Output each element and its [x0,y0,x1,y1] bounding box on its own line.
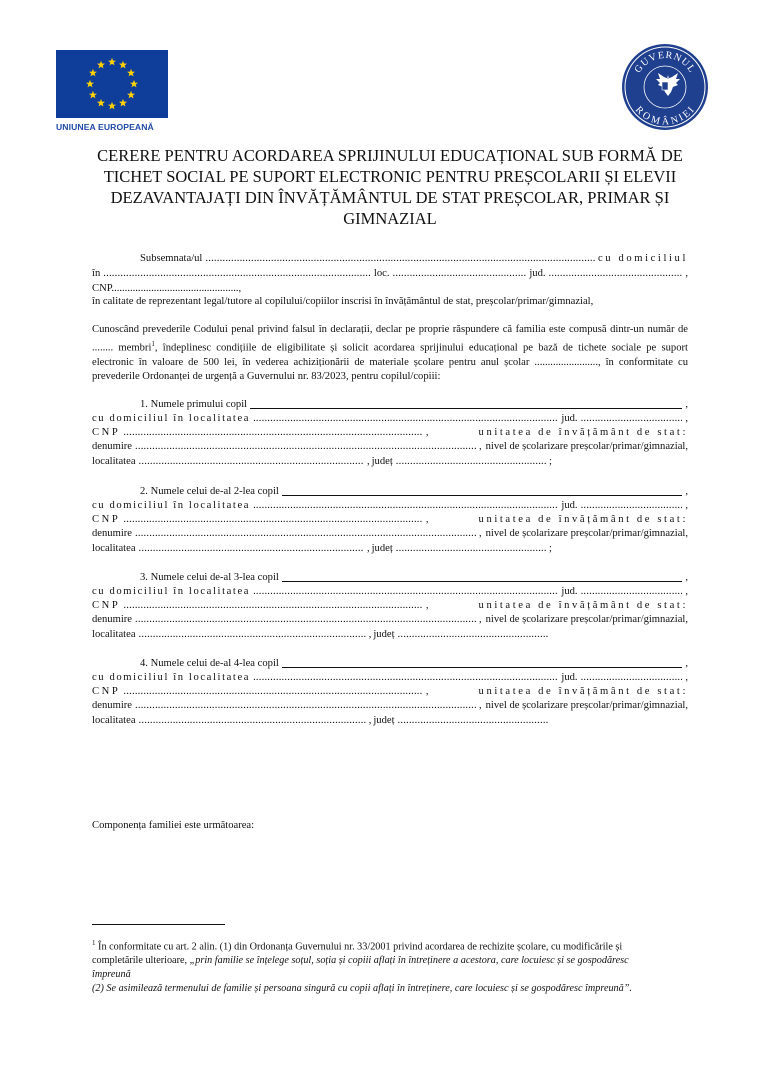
child-name-row: 4. Numele celui de-al 4-lea copil , [92,656,688,671]
domicile-label: cu domiciliul în localitatea [92,672,251,683]
child-locality-field[interactable] [253,411,558,426]
child-cnp-row: CNP ..... , unitatea de învățământ de stat: [92,684,688,699]
judet-label: județ [373,629,395,640]
child-domicile-row: cu domiciliul în localitatea ..... jud. ..... , [92,584,688,599]
row-end: ; [549,543,552,554]
child-county-field[interactable] [581,670,683,685]
localitatea-label: localitatea [92,629,136,640]
school-label: unitatea de învățământ de stat: [478,600,688,611]
domicile-label: cu domiciliul în localitatea [92,413,251,424]
child-name-label: 4. Numele celui de-al 4-lea copil [140,658,279,669]
form-title [70,145,710,229]
school-label: unitatea de învățământ de stat: [478,514,688,525]
address-field[interactable] [103,266,371,281]
applicant-address-row: în ..... loc. ..... jud. ..... , [92,266,688,281]
row-end: ; [549,456,552,467]
eu-star-icon [97,61,105,69]
title-line: CERERE PENTRU ACORDAREA SPRIJINULUI EDUCAȚIONAL SUB FORMĂ DE [97,146,683,165]
child-name-row: 2. Numele celui de-al 2-lea copil , [92,484,688,499]
eu-star-icon [108,102,116,110]
child-school-row: denumire ..... , nivel de școlarizare preșcolar/primar/gimnazial, [92,439,688,454]
level-label: nivel de școlarizare preșcolar/primar/gimnazial, [485,614,688,625]
eu-star-icon [89,91,97,99]
child-school-county-field[interactable] [396,541,546,556]
eu-flag-icon [56,50,168,118]
child-name-label: 2. Numele celui de-al 2-lea copil [140,486,279,497]
child-school-row: denumire ..... , nivel de școlarizare preșcolar/primar/gimnazial, [92,526,688,541]
child-domicile-row: cu domiciliul în localitatea ..... jud. ..... , [92,498,688,513]
child-school-locality-field[interactable] [139,541,364,556]
child-cnp-field[interactable] [123,684,422,699]
denumire-label: denumire [92,441,133,452]
child-school-county-field[interactable] [398,713,549,728]
child-cnp-row: CNP ..... , unitatea de învățământ de stat: [92,512,688,527]
denumire-label: denumire [92,614,133,625]
child-name-row: 1. Numele primului copil , [92,397,688,412]
jud-label: jud. [529,268,546,279]
child-school-name-field[interactable] [135,439,476,454]
eu-star-icon [119,99,127,107]
child-school-name-field[interactable] [135,612,476,627]
child-school-county-field[interactable] [398,627,549,642]
jud-label: jud. [561,500,578,511]
child-name-label: 3. Numele celui de-al 3-lea copil [140,572,279,583]
denumire-label: denumire [92,700,133,711]
child-cnp-field[interactable] [123,425,422,440]
child-cnp-field[interactable] [123,512,422,527]
cnp-label: CNP [92,686,121,697]
child-locality-field[interactable] [253,584,558,599]
applicant-cnp-field[interactable]: CNP................................................, [92,283,242,294]
child-county-field[interactable] [581,584,683,599]
child-domicile-row: cu domiciliul în localitatea ..... jud. ..... , [92,670,688,685]
loc-label: loc. [373,268,390,279]
level-label: nivel de școlarizare preșcolar/primar/gimnazial, [485,528,688,539]
school-label: unitatea de învățământ de stat: [478,427,688,438]
judet-label: județ [371,456,393,467]
level-label: nivel de școlarizare preșcolar/primar/gimnazial, [485,700,688,711]
cnp-label: CNP [92,600,121,611]
seal-bottom-text: ROMÂNIEI [632,104,698,128]
eu-star-icon [89,69,97,77]
level-label: nivel de școlarizare preșcolar/primar/gimnazial, [485,441,688,452]
domicile-label: cu domiciliul în localitatea [92,500,251,511]
eu-star-icon [86,80,94,88]
representative-statement: în calitate de reprezentant legal/tutore al copilului/copiilor inscrisi în învățământul de stat, preșcolar/primar/gimnazial, [92,296,594,307]
in-label: în [92,268,101,279]
localitatea-label: localitatea [92,456,136,467]
child-school-row: denumire ..... , nivel de școlarizare preșcolar/primar/gimnazial, [92,698,688,713]
child-name-row: 3. Numele celui de-al 3-lea copil , [92,570,688,585]
footnote-divider [92,924,225,925]
family-composition-label: Componența familiei este următoarea: [92,820,255,831]
applicant-name-field[interactable] [205,251,595,266]
child-name-field[interactable] [250,408,682,409]
subsemnata-label: Subsemnata/ul [140,253,203,264]
school-label: unitatea de învățământ de stat: [478,686,688,697]
child-cnp-field[interactable] [123,598,422,613]
eu-star-icon [119,61,127,69]
child-school-name-field[interactable] [135,698,476,713]
title-line: GIMNAZIAL [343,209,437,228]
child-locality-row: localitatea ..... , județ ..... ; [92,541,552,556]
eu-star-icon [127,91,135,99]
domicile-label: cu domiciliul în localitatea [92,586,251,597]
footnote: $^1$ În conformitate cu art. 2 alin. (1) din Ordonanța Guvernului nr. 33/2001 privind acordarea de rechizite școlare, cu modificările și completările ulterioare, „prin familie se înțelege soțul, soția și copiii aflați în întreținere a acestora, care locuiesc și se gospodăresc împreună (2) Se asimilează termenului de familie și persoana singură cu copii aflați în întreținere, care locuiesc și se gospodăresc împreună”. [92,939,632,995]
eu-star-icon [97,99,105,107]
denumire-label: denumire [92,528,133,539]
child-locality-field[interactable] [253,670,558,685]
child-name-label: 1. Numele primului copil [140,399,248,410]
child-locality-row: localitatea ..... , județ ..... [92,627,552,642]
child-locality-row: localitatea ..... , județ ..... ; [92,454,552,469]
judet-label: județ [373,715,395,726]
jud-label: jud. [561,413,578,424]
jud-label: jud. [561,672,578,683]
child-name-field[interactable] [282,581,683,582]
romanian-government-seal-icon [620,42,710,132]
eu-star-icon [130,80,138,88]
child-school-locality-field[interactable] [139,713,366,728]
localitatea-label: localitatea [92,715,136,726]
child-cnp-row: CNP ..... , unitatea de învățământ de stat: [92,425,688,440]
applicant-name-row [92,251,688,266]
seal-top-text: GUVERNUL [632,49,698,76]
eu-star-icon [108,58,116,66]
child-name-field[interactable] [282,667,683,668]
declaration-paragraph: Cunoscând prevederile Codului penal privind falsul în declarații, declar pe proprie răspundere că familia este compusă dintr-un număr de ........ membri$^1$, îndeplinesc condițiile de eligibilitate și solicit acordarea sprijinului educațional pe bază de tichete sociale pe suport electronic în valoare de 500 lei, în vederea achiziționării de materiale școlare pentru anul școlar ........................, în conformitate cu prevederile Ordonanței de urgență a Guvernului nr. 83/2023, pentru copilul/copiii: [92,324,688,382]
child-cnp-row: CNP ..... , unitatea de învățământ de stat: [92,598,688,613]
child-school-row: denumire ..... , nivel de școlarizare preșcolar/primar/gimnazial, [92,612,688,627]
cnp-label: CNP [92,514,121,525]
child-school-name-field[interactable] [135,526,476,541]
eu-star-icon [127,69,135,77]
locality-field[interactable] [393,266,527,281]
jud-label: jud. [561,586,578,597]
child-school-locality-field[interactable] [139,454,364,469]
child-county-field[interactable] [581,411,683,426]
county-field[interactable] [549,266,683,281]
footnote-ref: 1 [151,340,155,348]
child-name-field[interactable] [282,495,683,496]
eu-label: UNIUNEA EUROPEANĂ [56,122,154,132]
title-line: DEZAVANTAJAȚI DIN ÎNVĂȚĂMÂNTUL DE STAT PREȘCOLAR, PRIMAR ȘI [110,188,670,207]
child-domicile-row: cu domiciliul în localitatea ..... jud. ..... , [92,411,688,426]
child-school-locality-field[interactable] [139,627,366,642]
cnp-label: CNP [92,427,121,438]
child-school-county-field[interactable] [396,454,546,469]
child-locality-row: localitatea ..... , județ ..... [92,713,552,728]
judet-label: județ [371,543,393,554]
domicile-label: cu domiciliul [598,253,688,264]
child-county-field[interactable] [581,498,683,513]
localitatea-label: localitatea [92,543,136,554]
title-line: TICHET SOCIAL PE SUPORT ELECTRONIC PENTRU PREȘCOLARII ȘI ELEVII [103,167,677,186]
child-locality-field[interactable] [253,498,558,513]
